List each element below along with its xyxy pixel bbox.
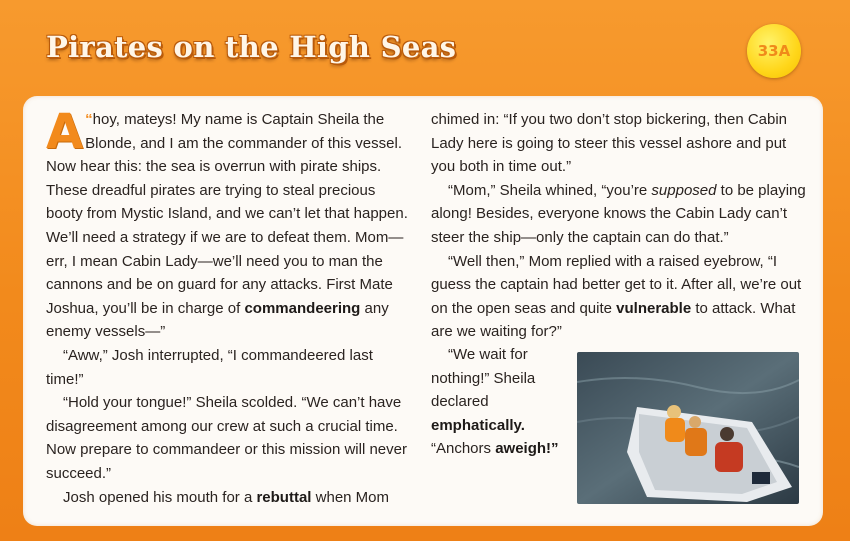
- boat-photo: [577, 352, 799, 504]
- story-paragraph: [431, 437, 571, 461]
- story-paragraph: “Aww,” Josh interrupted, “I commandeered last time!”: [46, 346, 373, 388]
- vocab-word: rebuttal: [256, 488, 312, 506]
- story-paragraph: “Hold your tongue!” Sheila scolded. “We can’t have disagreement among our crew at such a crucial time. Now prepare to commandeer or this mission will never succeed.”: [46, 394, 407, 482]
- story-text: to be playing along! Besides, everyone knows the Cabin Lady can’t steer the ship—only the captain can do that.”: [431, 181, 806, 246]
- story-text: to attack. What are we waiting for?”: [431, 299, 796, 341]
- story-paragraph: chimed in: “If you two don’t stop bickering, then Cabin Lady here is going to steer this vessel ashore and put you both in time out.”: [431, 111, 788, 176]
- story-text: “Well then,” Mom replied with a raised eyebrow, “I guess the captain had better get to it. After all, we’re out on the open seas and quite: [431, 252, 802, 317]
- story-column-left: [46, 104, 410, 509]
- story-text: Josh opened his mouth for a: [63, 488, 253, 506]
- story-text: when Mom: [315, 488, 390, 506]
- boat-photo-image: [577, 352, 799, 504]
- vocab-word: emphatically.: [431, 416, 525, 434]
- page-title: Pirates on the High Seas: [46, 30, 457, 64]
- story-paragraph: [431, 179, 811, 250]
- story-column-right-lower: [431, 343, 571, 461]
- story-text: “Anchors: [431, 440, 492, 458]
- story-text: “We wait for nothing!” Sheila declared: [431, 346, 536, 411]
- story-paragraph: [46, 486, 410, 510]
- vocab-word: aweigh!”: [495, 440, 559, 458]
- drop-cap: A: [46, 104, 84, 160]
- story-column-right: [431, 108, 811, 344]
- story-paragraph: [431, 250, 811, 344]
- page-number-badge: [747, 24, 801, 78]
- emphasis-word: supposed: [651, 181, 717, 199]
- story-text: “Mom,” Sheila whined, “you’re: [448, 181, 648, 199]
- story-text: hoy, mateys! My name is Captain Sheila the Blonde, and I am the commander of this vessel. Now hear this: the sea is overrun with pirate ships. These dreadful pirates are trying to steal precious booty from Mystic Island, and we can’t let that happen. We’ll need a strategy if we are to defeat them. Mom—err, I mean Cabin Lady—we’ll need you to man the cannons and be on guard for any attacks. First Mate Joshua, you’ll be in charge of: [46, 111, 408, 317]
- page-number-label: 33A: [757, 42, 791, 60]
- story-paragraph: [46, 104, 410, 344]
- vocab-word: commandeering: [244, 299, 361, 317]
- story-panel: [23, 96, 823, 526]
- open-quote-mark: “: [85, 111, 93, 128]
- story-paragraph: [431, 343, 571, 437]
- story-text: any enemy vessels—”: [46, 299, 389, 341]
- vocab-word: vulnerable: [616, 299, 692, 317]
